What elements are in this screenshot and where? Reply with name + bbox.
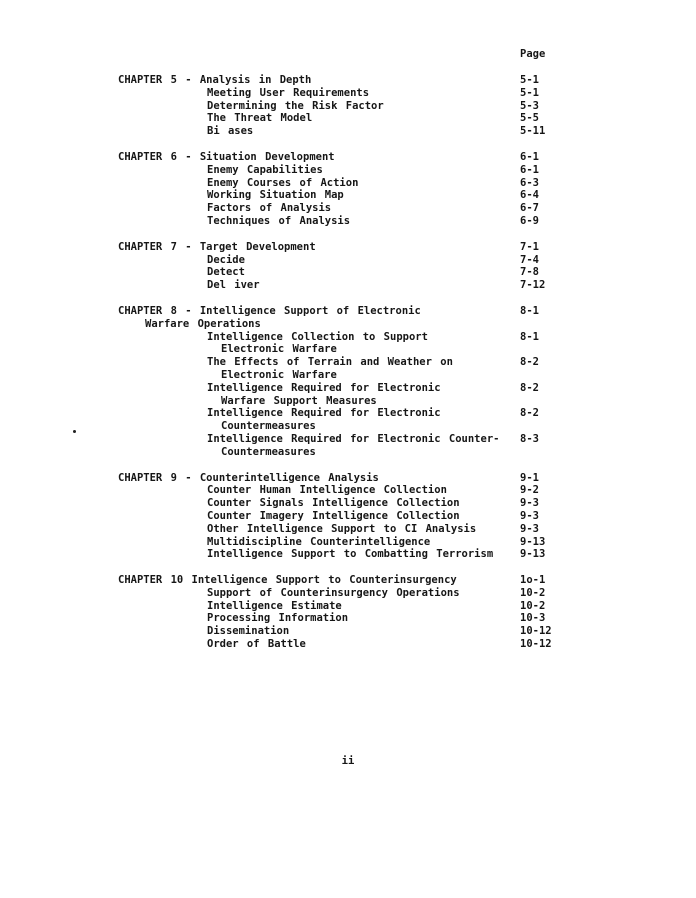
toc-page-number: 9-13: [520, 548, 546, 561]
toc-entry-text: Warfare Support Measures: [221, 394, 377, 407]
toc-page-number: 8-2: [520, 381, 539, 394]
toc-entry-text: Detect: [207, 266, 245, 279]
toc-page-number: 10-2: [520, 586, 546, 599]
chapter-heading-row: [118, 151, 588, 164]
toc-entry-text: Enemy Courses of Action: [207, 176, 359, 189]
toc-page-number: 8-2: [520, 356, 539, 369]
chapter-heading-row: [118, 74, 588, 87]
toc-entry-row: [118, 331, 588, 344]
toc-entry-text: Bi ases: [207, 125, 254, 138]
toc-entry-row: [118, 395, 588, 408]
toc-page-number: 8-1: [520, 304, 539, 317]
toc-entry-text: Countermeasures: [221, 445, 316, 458]
chapter-heading-row: [118, 241, 588, 254]
toc-page-number: 5-1: [520, 86, 539, 99]
toc-page-number: 6-3: [520, 176, 539, 189]
toc-entry-row: [118, 177, 588, 190]
toc-page-number: 9-1: [520, 471, 539, 484]
chapter-heading-row: [118, 472, 588, 485]
toc-page-number: 6-7: [520, 202, 539, 215]
toc-section: [118, 472, 588, 562]
toc-entry-row: [118, 202, 588, 215]
toc-entry-row: [118, 164, 588, 177]
toc-page-number: 6-1: [520, 163, 539, 176]
toc-entry-row: [118, 446, 588, 459]
toc-entry-row: [118, 420, 588, 433]
toc-entry-text: Counter Signals Intelligence Collection: [207, 497, 460, 510]
toc-entry-row: [118, 625, 588, 638]
toc-entry-row: [118, 87, 588, 100]
toc-entry-row: [118, 536, 588, 549]
toc-entry-row: [118, 510, 588, 523]
toc-page-number: 10-2: [520, 599, 546, 612]
toc-page-number: 6-1: [520, 150, 539, 163]
toc-page-number: 9-13: [520, 535, 546, 548]
toc-entry-row: [118, 407, 588, 420]
toc-entry-row: [118, 112, 588, 125]
toc-page-number: 5-5: [520, 112, 539, 125]
toc-entry-text: Dissemination: [207, 625, 290, 638]
toc-page-number: 5-1: [520, 74, 539, 86]
toc-entry-text: Electronic Warfare: [221, 343, 337, 356]
toc-entry-text: Del iver: [207, 279, 260, 292]
toc-entry-row: [118, 523, 588, 536]
toc-entry-text: The Threat Model: [207, 112, 313, 125]
toc-entry-row: [118, 612, 588, 625]
toc-page-number: 8-1: [520, 330, 539, 343]
toc-entry-row: [118, 484, 588, 497]
page-number-footer: ii: [341, 755, 355, 767]
toc-entry-row: [118, 369, 588, 382]
toc-entry-text: Intelligence Collection to Support: [207, 330, 428, 343]
chapter-heading-row: [118, 305, 588, 318]
toc-page-number: 5-11: [520, 125, 546, 138]
page-column-header: Page: [520, 48, 546, 60]
toc-section: [118, 241, 588, 292]
toc-entry-text: Determining the Risk Factor: [207, 99, 384, 112]
chapter-heading-row: [118, 574, 588, 587]
toc-entry-text: Processing Information: [207, 612, 349, 625]
chapter-heading-text: CHAPTER 5 - Analysis in Depth: [118, 74, 312, 86]
toc-page-number: 10-12: [520, 625, 552, 638]
toc-entry-row: [118, 600, 588, 613]
toc-entry-text: Order of Battle: [207, 638, 306, 651]
toc-section: [118, 74, 588, 138]
toc-page-number: 7-12: [520, 279, 546, 292]
toc-page-number: 7-8: [520, 266, 539, 279]
stray-mark: [73, 430, 76, 433]
toc-entry-row: [118, 382, 588, 395]
table-of-contents: [118, 74, 588, 664]
toc-page-number: 10-3: [520, 612, 546, 625]
chapter-heading-text: CHAPTER 9 - Counterintelligence Analysis: [118, 471, 379, 484]
toc-entry-row: [118, 279, 588, 292]
toc-entry-row: [118, 433, 588, 446]
toc-entry-row: [118, 125, 588, 138]
toc-entry-row: [118, 638, 588, 651]
toc-entry-text: Intelligence Support to Combatting Terrorism: [207, 548, 494, 561]
toc-entry-row: [118, 343, 588, 356]
chapter-heading-row: [118, 318, 588, 331]
chapter-heading-text: CHAPTER 7 - Target Development: [118, 240, 316, 253]
toc-entry-text: Support of Counterinsurgency Operations: [207, 586, 460, 599]
toc-entry-text: Working Situation Map: [207, 189, 344, 202]
toc-entry-row: [118, 548, 588, 561]
toc-entry-text: Enemy Capabilities: [207, 163, 323, 176]
chapter-heading-text: CHAPTER 10 Intelligence Support to Counterinsurgency: [118, 574, 457, 587]
toc-entry-row: [118, 100, 588, 113]
toc-entry-text: Techniques of Analysis: [207, 214, 351, 227]
toc-entry-text: The Effects of Terrain and Weather on: [207, 356, 453, 369]
toc-entry-row: [118, 266, 588, 279]
toc-page-number: 7-1: [520, 240, 539, 253]
toc-entry-text: Electronic Warfare: [221, 368, 337, 381]
toc-entry-text: Multidiscipline Counterintelligence: [207, 535, 431, 548]
toc-entry-text: Intelligence Estimate: [207, 599, 342, 612]
toc-entry-text: Intelligence Required for Electronic Counter-: [207, 432, 500, 445]
toc-section: [118, 151, 588, 228]
chapter-heading-text: Warfare Operations: [145, 317, 261, 330]
toc-page-number: 5-3: [520, 99, 539, 112]
toc-entry-text: Decide: [207, 253, 245, 266]
toc-page-number: 9-3: [520, 497, 539, 510]
chapter-heading-text: CHAPTER 8 - Intelligence Support of Electronic: [118, 304, 421, 317]
toc-entry-text: Other Intelligence Support to CI Analysis: [207, 522, 477, 535]
toc-entry-row: [118, 215, 588, 228]
toc-page-number: 8-3: [520, 432, 539, 445]
toc-entry-row: [118, 254, 588, 267]
toc-section: [118, 305, 588, 459]
toc-entry-text: Factors of Analysis: [207, 202, 332, 215]
toc-entry-text: Intelligence Required for Electronic: [207, 407, 441, 420]
toc-page-number: 9-3: [520, 522, 539, 535]
toc-page-number: 6-9: [520, 214, 539, 227]
toc-page-number: 9-3: [520, 509, 539, 522]
toc-entry-text: Counter Imagery Intelligence Collection: [207, 509, 460, 522]
toc-page-number: 8-2: [520, 407, 539, 420]
chapter-heading-text: CHAPTER 6 - Situation Development: [118, 150, 335, 163]
toc-page-number: 6-4: [520, 189, 539, 202]
toc-entry-row: [118, 356, 588, 369]
toc-page-number: 10-12: [520, 638, 552, 651]
toc-entry-text: Countermeasures: [221, 420, 316, 433]
toc-entry-row: [118, 587, 588, 600]
toc-page-number: 1o-1: [520, 574, 546, 587]
toc-entry-text: Meeting User Requirements: [207, 86, 370, 99]
toc-entry-row: [118, 497, 588, 510]
toc-page-number: 7-4: [520, 253, 539, 266]
toc-entry-text: Counter Human Intelligence Collection: [207, 484, 447, 497]
toc-entry-text: Intelligence Required for Electronic: [207, 381, 441, 394]
toc-entry-row: [118, 189, 588, 202]
toc-page-number: 9-2: [520, 484, 539, 497]
toc-section: [118, 574, 588, 651]
